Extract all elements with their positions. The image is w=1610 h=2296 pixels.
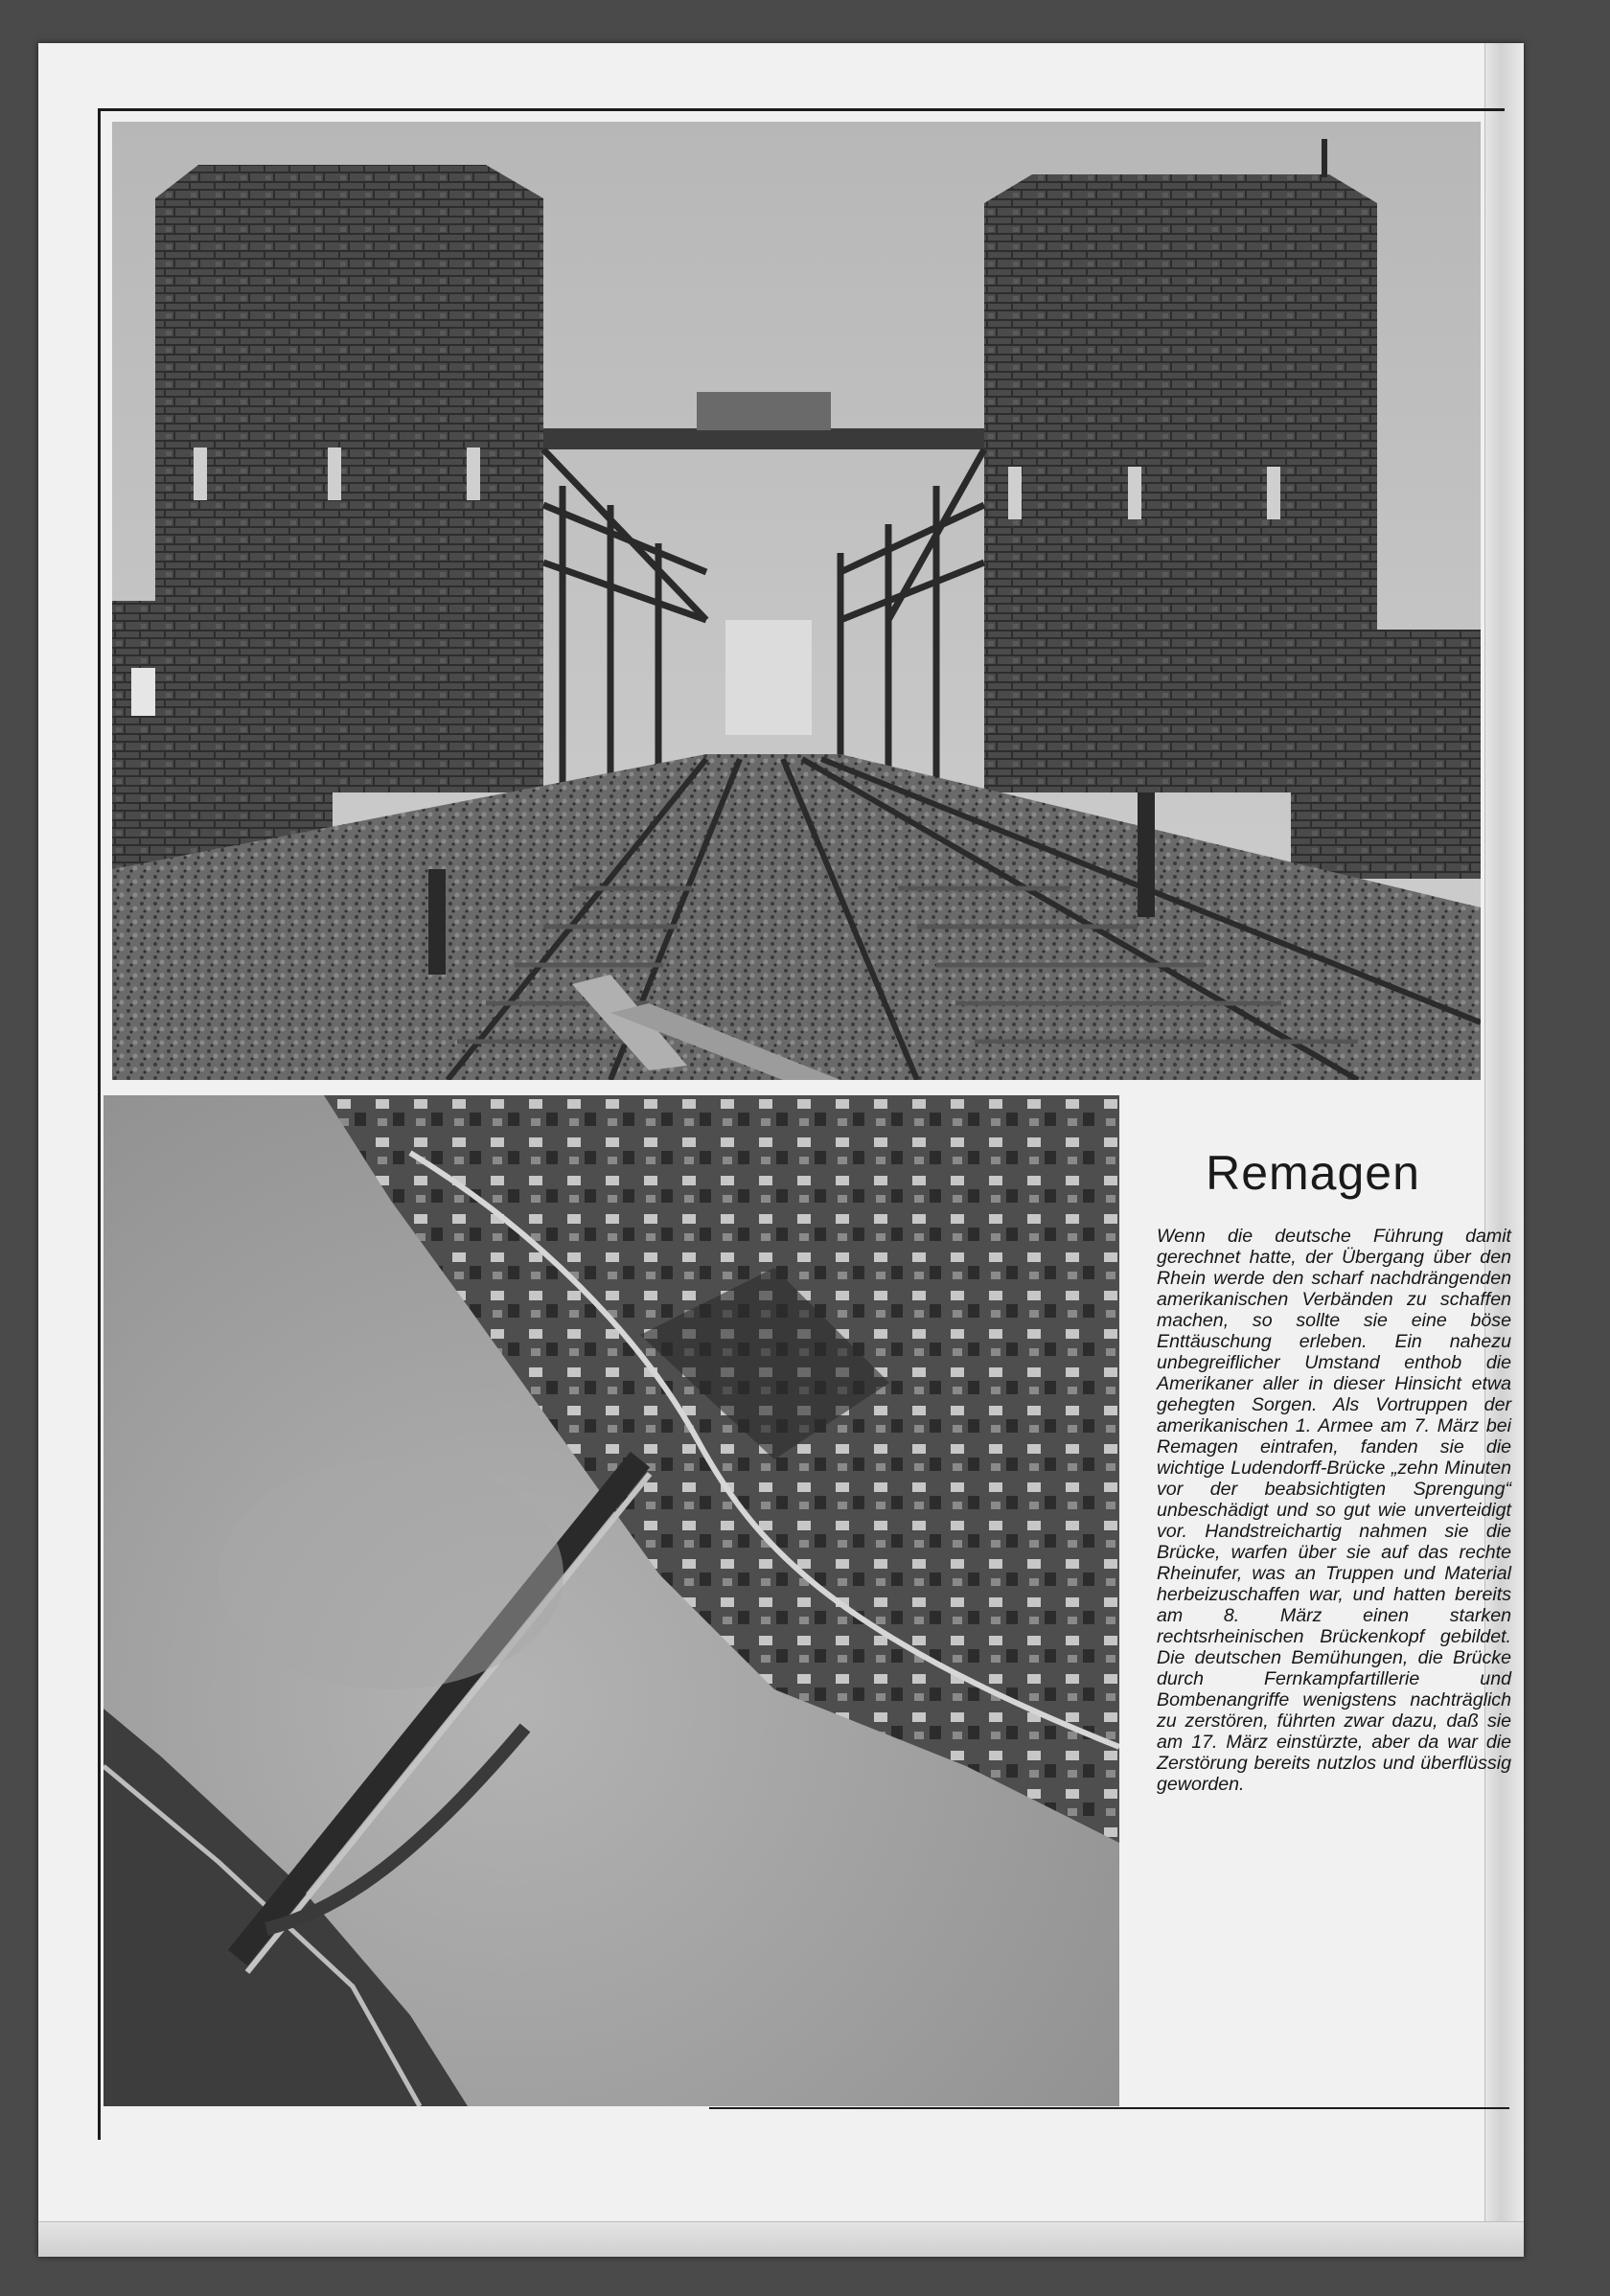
article-body: Wenn die deutsche Führung damit gerechnet hatte, der Übergang über den Rhein werde den scharf nachdrängenden amerikanischen Verbänden zu schaffen machen, so sollte sie eine böse Enttäuschung erleben. Ein nahezu unbegreiflicher Umstand enthob die Amerikaner aller in dieser Hinsicht etwa gehegten Sorgen. Als Vortruppen der amerikanischen 1. Armee am 7. März bei Remagen eintrafen, fanden sie die wichtige Ludendorff-Brücke „zehn Minuten vor der beabsichtigten Sprengung“ unbeschädigt und so gut wie unverteidigt vor. Handstreichartig nahmen sie die Brücke, warfen über sie auf das rechte Rheinufer, was an Truppen und Material herbeizuschaffen war, und hatten bereits am 8. März einen starken rechtsrheinischen Brückenkopf gebildet. Die deutschen Bemühungen, die Brücke durch Fernkampfartillerie und Bombenangriffe wenigstens nachträglich zu zerstören, führten zwar dazu, daß sie am 17. März einstürzte, aber da war die Zerstörung bereits nutzlos und überflüssig geworden. — [1157, 1226, 1511, 1795]
sleeve-bottom — [38, 2221, 1524, 2257]
aerial-photo — [104, 1095, 1119, 2106]
sleeve-edge — [1484, 43, 1524, 2257]
bottom-rule — [709, 2107, 1509, 2109]
left-rule — [98, 108, 101, 2140]
top-rule — [101, 108, 1505, 111]
album-page — [38, 43, 1524, 2257]
bridge-photo — [112, 122, 1481, 1080]
article-title: Remagen — [1206, 1146, 1420, 1200]
